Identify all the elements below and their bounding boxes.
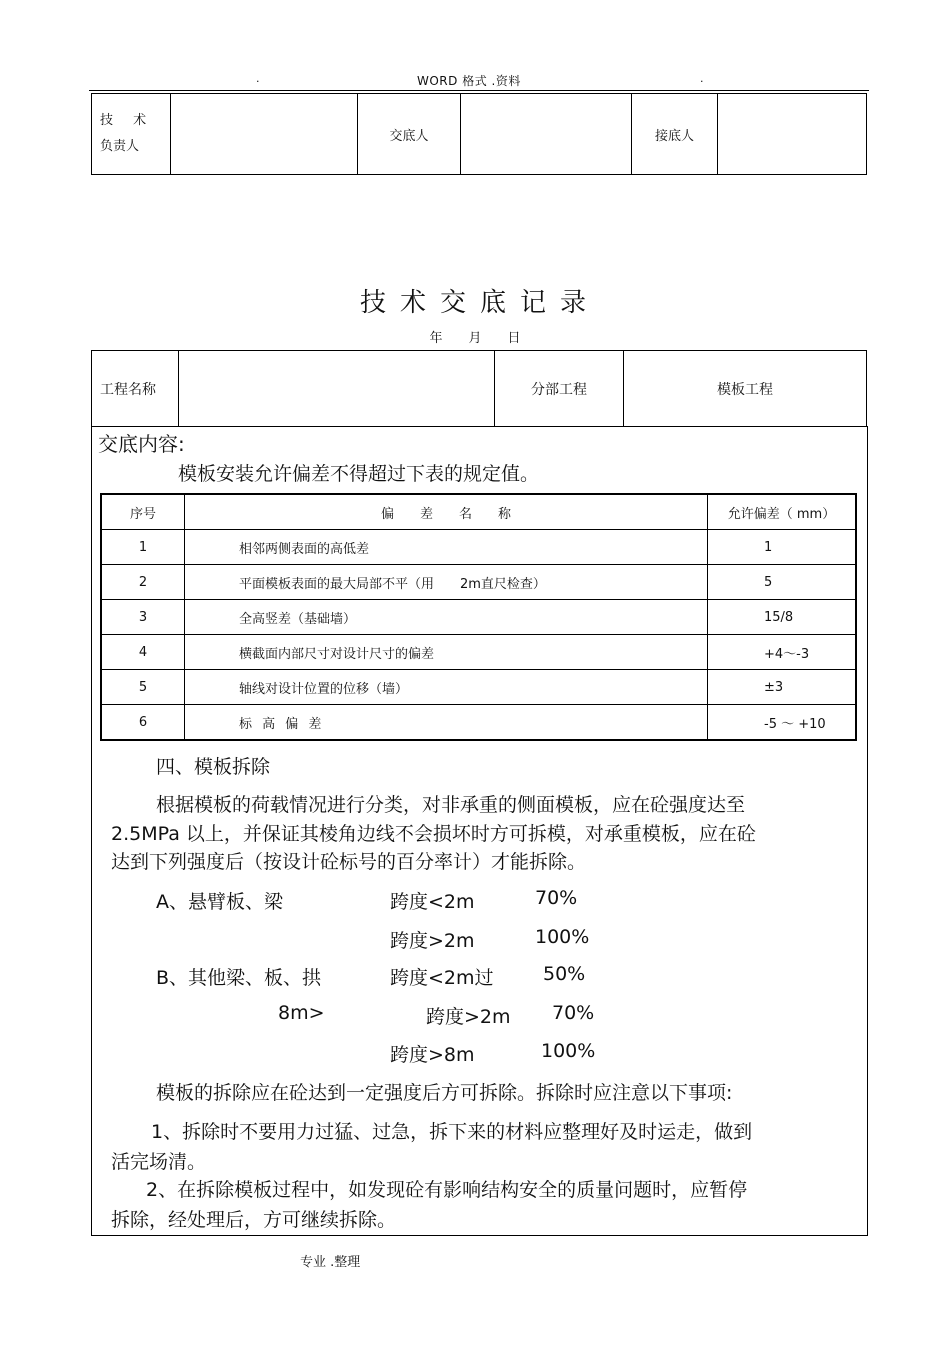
header-dot-right: . — [700, 72, 704, 85]
note2-line1: 2、在拆除模板过程中，如发现砼有影响结构安全的质量问题时，应暂停 — [146, 1179, 748, 1201]
note1-line1: 1、拆除时不要用力过猛、过急，拆下来的材料应整理好及时运走，做到 — [151, 1121, 753, 1143]
a1-percent: 70% — [535, 887, 578, 909]
a2-percent: 100% — [535, 926, 590, 948]
row-tolerance: ±3 — [708, 670, 857, 705]
tech-lead-label-line1: 技 术 — [100, 113, 155, 128]
header-tolerance: 允许偏差（ mm） — [708, 494, 857, 530]
table-header-row — [101, 494, 856, 530]
tech-lead-label-cell — [92, 94, 171, 175]
row-index: 6 — [101, 705, 185, 741]
section4-heading: 四、模板拆除 — [156, 756, 271, 778]
row-index: 3 — [101, 600, 185, 635]
table-row — [101, 565, 856, 600]
row-name: 全高竖差（基础墙） — [185, 600, 708, 635]
tolerance-table — [100, 493, 857, 741]
row-name: 轴线对设计位置的位移（墙） — [185, 670, 708, 705]
row-name: 标 高 偏 差 — [185, 705, 708, 741]
row-index: 5 — [101, 670, 185, 705]
content-label: 交底内容: — [98, 432, 185, 456]
row-tolerance: +4～-3 — [708, 635, 857, 670]
row-name: 横截面内部尺寸对设计尺寸的偏差 — [185, 635, 708, 670]
category-b-label: B、其他梁、板、拱 — [156, 967, 322, 989]
table-row — [101, 705, 856, 741]
row-tolerance: -5 ～ +10 — [708, 705, 857, 741]
category-a-label: A、悬臂板、梁 — [156, 891, 283, 913]
sub-project-label: 分部工程 — [495, 351, 624, 427]
date-line: 年 月 日 — [429, 331, 521, 346]
receiver-value — [718, 94, 867, 175]
a2-span: 跨度>2m — [390, 930, 475, 952]
header-index: 序号 — [101, 494, 185, 530]
note1-line2: 活完场清。 — [111, 1151, 207, 1173]
header-name: 偏 差 名 称 — [185, 494, 708, 530]
receiver-label: 接底人 — [632, 94, 718, 175]
b3-percent: 100% — [541, 1040, 596, 1062]
b1-percent: 50% — [543, 963, 586, 985]
section4-p1-line2: 2.5MPa 以上，并保证其棱角边线不会损坏时方可拆模，对承重模板，应在砼 — [111, 823, 756, 845]
row-index: 1 — [101, 530, 185, 565]
footer-text: 专业 .整理 — [300, 1255, 361, 1270]
row-tolerance: 15/8 — [708, 600, 857, 635]
row-tolerance: 1 — [708, 530, 857, 565]
b3-span: 跨度>8m — [390, 1044, 475, 1066]
signature-table — [91, 93, 867, 175]
header-dot-left: . — [256, 72, 260, 85]
note2-line2: 拆除，经处理后，方可继续拆除。 — [111, 1209, 397, 1231]
table-row — [101, 635, 856, 670]
row-index: 2 — [101, 565, 185, 600]
presenter-value — [461, 94, 632, 175]
header-rule — [89, 90, 869, 91]
tech-lead-label-line2: 负责人 — [100, 139, 140, 154]
info-table — [91, 350, 867, 427]
sub-project-value: 模板工程 — [624, 351, 867, 427]
section4-p1-line3: 达到下列强度后（按设计砼标号的百分率计）才能拆除。 — [111, 851, 587, 873]
project-name-value — [179, 351, 495, 427]
b1-span: 跨度<2m过 — [390, 967, 494, 989]
row-name: 相邻两侧表面的高低差 — [185, 530, 708, 565]
presenter-label: 交底人 — [358, 94, 461, 175]
table-row — [101, 530, 856, 565]
intro-text: 模板安装允许偏差不得超过下表的规定值。 — [178, 463, 540, 485]
a1-span: 跨度<2m — [390, 891, 475, 913]
page-title: 技术交底记录 — [359, 288, 600, 318]
b2-percent: 70% — [552, 1002, 595, 1024]
row-tolerance: 5 — [708, 565, 857, 600]
header-text: WORD 格式 .资料 — [417, 74, 521, 88]
row-name: 平面模板表面的最大局部不平（用 2m直尺检查） — [185, 565, 708, 600]
b2-prefix: 8m> — [278, 1002, 325, 1024]
b2-span: 跨度>2m — [426, 1006, 511, 1028]
section4-p1-line1: 根据模板的荷载情况进行分类，对非承重的侧面模板，应在砼强度达至 — [156, 794, 746, 816]
tech-lead-value — [171, 94, 358, 175]
project-name-label: 工程名称 — [92, 351, 179, 427]
table-row — [101, 600, 856, 635]
row-index: 4 — [101, 635, 185, 670]
table-row — [101, 670, 856, 705]
section4-p2: 模板的拆除应在砼达到一定强度后方可拆除。拆除时应注意以下事项: — [156, 1082, 733, 1104]
